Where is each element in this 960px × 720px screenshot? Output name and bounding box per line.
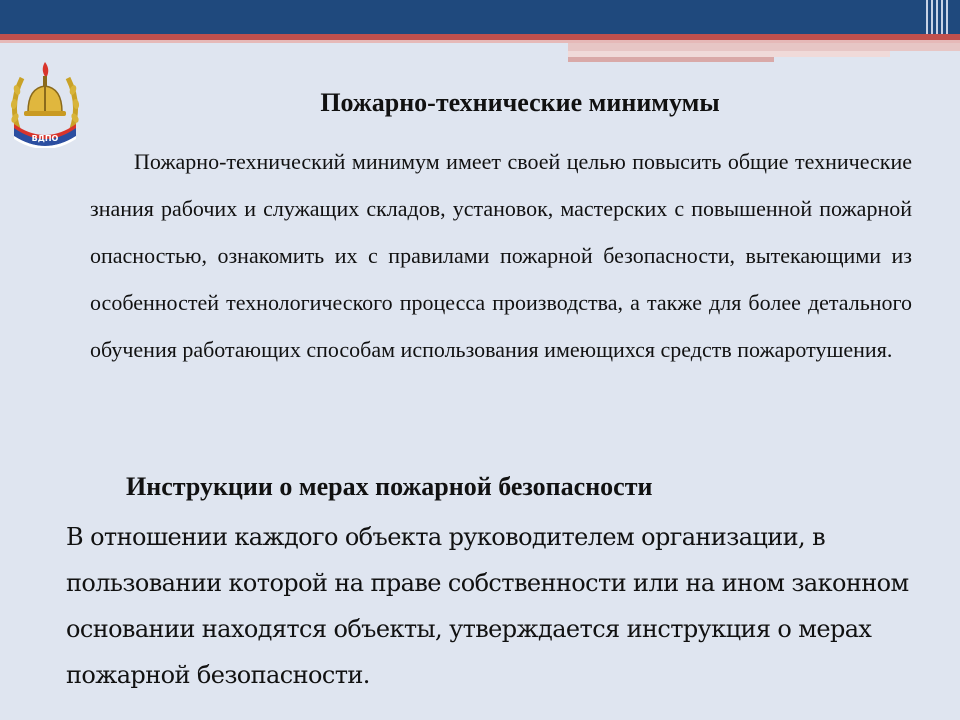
paragraph-minimum-text: Пожарно-технический минимум имеет своей целью повысить общие технические знания рабочих и служащих складов, установок, мастерских с повышенной пожарной опасностью, ознакомить их с правилами пожарной безопасности, вытекающими из особенностей технологического процесса производства, а также для более детального обучения работающих способам использования имеющихся средств пожаротушения.: [90, 149, 912, 362]
header-stripes: [926, 0, 952, 34]
emblem-text: ВДПО: [31, 134, 59, 143]
accent-step-bar: [568, 43, 960, 51]
heading-fire-safety-instructions: Инструкции о мерах пожарной безопасности: [126, 472, 653, 501]
accent-step-bar-3: [568, 57, 774, 62]
header-band: [0, 0, 960, 34]
paragraph-instructions-text: В отношении каждого объекта руководителем организации, в пользовании которой на праве собственности или на ином законном основании находятся объекты, утверждается инструкция о мерах пожарной безопасности.: [66, 523, 909, 689]
paragraph-minimum-description: [90, 138, 912, 373]
heading-fire-technical-minimums: Пожарно-технические минимумы: [320, 88, 720, 117]
